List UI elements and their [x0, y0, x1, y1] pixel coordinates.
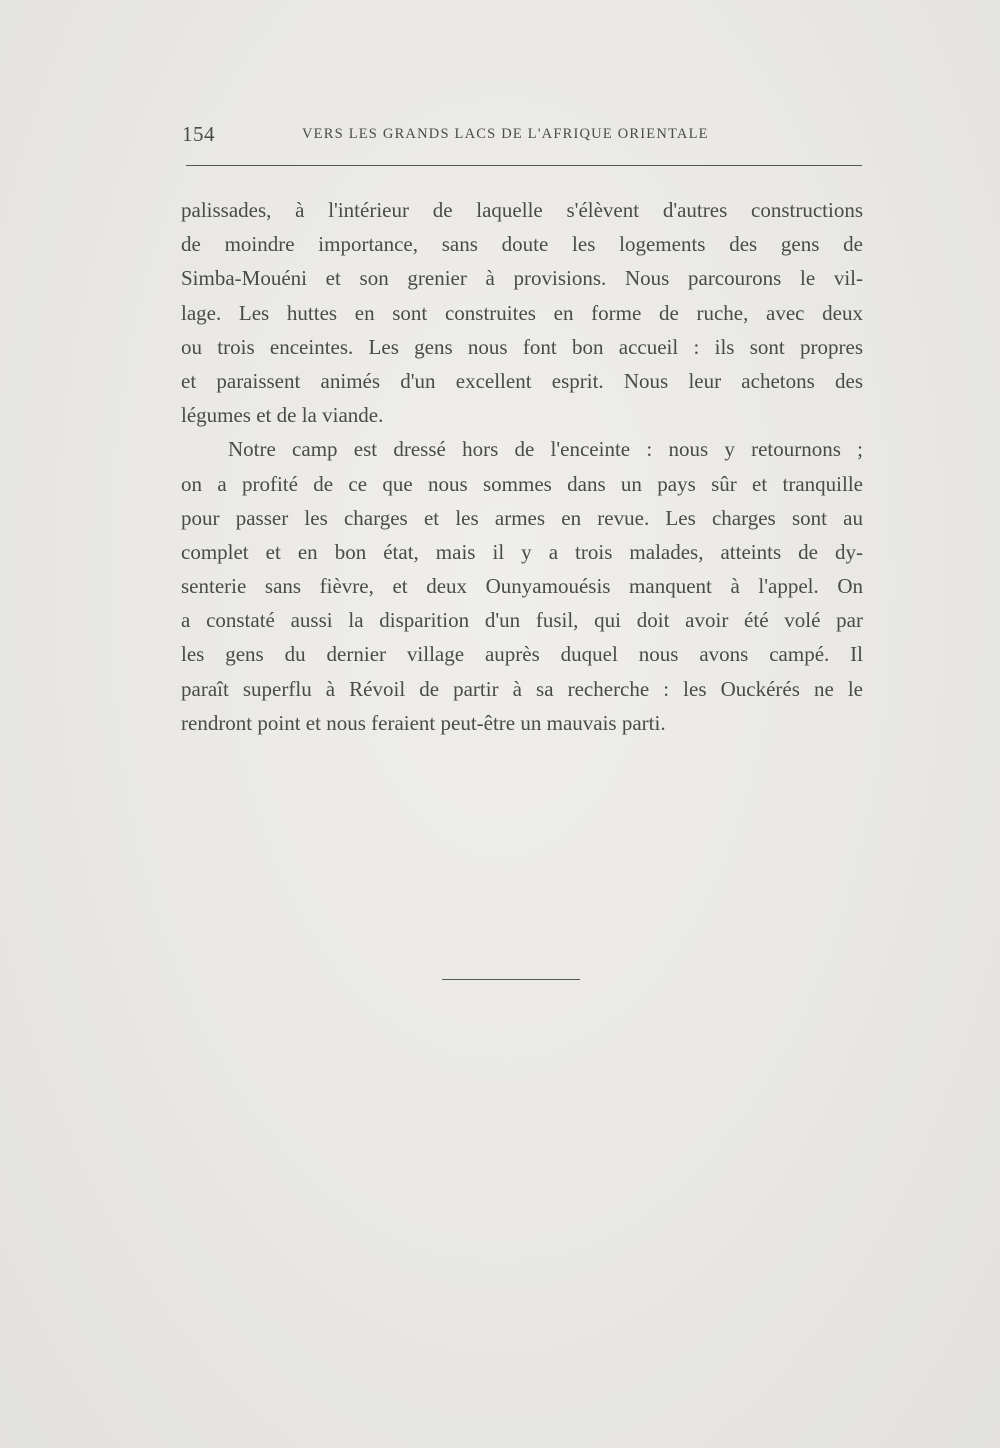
header-rule [186, 165, 862, 166]
text-line: lage. Les huttes en sont construites en forme de ruche, avec deux [181, 300, 863, 325]
text-line: a constaté aussi la disparition d'un fusil, qui doit avoir été volé par [181, 608, 863, 633]
paragraph [181, 432, 863, 740]
running-title: VERS LES GRANDS LACS DE L'AFRIQUE ORIENTALE [302, 126, 709, 142]
text-line: palissades, à l'intérieur de laquelle s'élèvent d'autres constructions [181, 198, 863, 222]
text-line: paraît superflu à Révoil de partir à sa recherche : les Ouckérés ne le [181, 676, 863, 701]
text-line: Notre camp est dressé hors de l'enceinte : nous y retournons ; [228, 437, 863, 462]
text-line: de moindre importance, sans doute les logements des gens de [181, 232, 863, 257]
end-rule [442, 979, 580, 980]
text-line: on a profité de ce que nous sommes dans un pays sûr et tranquille [181, 471, 863, 496]
paragraph [181, 193, 863, 432]
text-line: ou trois enceintes. Les gens nous font bon accueil : ils sont propres [181, 334, 863, 359]
body-text [181, 193, 863, 740]
text-line: senterie sans fièvre, et deux Ounyamouésis manquent à l'appel. On [181, 574, 863, 599]
text-line: rendront point et nous feraient peut-être un mauvais parti. [181, 710, 666, 735]
page-number: 154 [182, 122, 215, 146]
text-line: les gens du dernier village auprès duquel nous avons campé. Il [181, 642, 863, 667]
text-line: légumes et de la viande. [181, 403, 384, 428]
page-header [182, 122, 752, 146]
text-line: et paraissent animés d'un excellent esprit. Nous leur achetons des [181, 368, 863, 393]
text-line: complet et en bon état, mais il y a trois malades, atteints de dy- [181, 539, 863, 564]
text-line: pour passer les charges et les armes en revue. Les charges sont au [181, 505, 863, 530]
text-line: Simba-Mouéni et son grenier à provisions. Nous parcourons le vil- [181, 266, 863, 291]
